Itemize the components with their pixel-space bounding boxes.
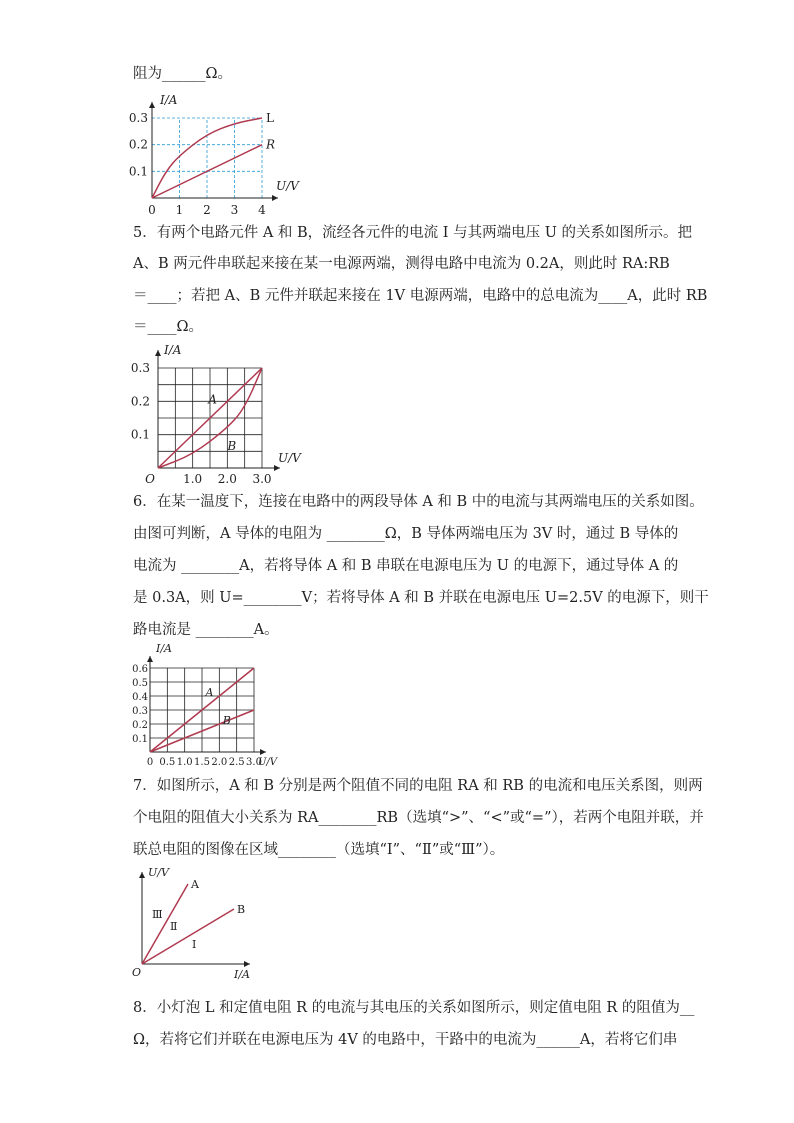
chart-conductors-ab	[128, 640, 298, 770]
y-tick-label: 0.3	[132, 706, 148, 717]
x-axis-label: U/V	[258, 757, 278, 768]
x-tick-label: 3	[230, 203, 239, 217]
x-tick-label: 1.0	[183, 472, 203, 486]
x-tick-label: 0.5	[159, 757, 176, 768]
x-tick-label: 3.0	[246, 757, 262, 768]
y-tick-label: 0.2	[132, 720, 148, 731]
origin-label: O	[132, 966, 142, 979]
series-label-B: B	[237, 903, 246, 916]
y-tick-label: 0.5	[132, 678, 148, 689]
q7-line-2: 个电阻的阻值大小关系为 RA________RB（选填“>”、“<”或“=”），若两个电阻并联，并	[133, 810, 704, 826]
q6-line-2: 由图可判断，A 导体的电阻为 ________Ω，B 导体两端电压为 3V 时，通过 B 导体的	[133, 526, 679, 542]
series-label-R: R	[266, 137, 276, 152]
x-tick-label: O	[145, 472, 155, 486]
q8-line-1: 8．小灯泡 L 和定值电阻 R 的电流与其电压的关系如图所示，则定值电阻 R 的阻值为__	[133, 1000, 695, 1016]
region-label: Ⅱ	[170, 920, 178, 933]
x-axis-arrow	[260, 749, 266, 755]
x-tick-label: 1.5	[194, 757, 210, 768]
series-label-B: B	[227, 439, 237, 453]
y-axis-label: I/A	[164, 343, 182, 357]
x-tick-label: 1.0	[176, 757, 193, 768]
y-tick-label: 0.6	[132, 664, 148, 675]
x-tick-label: 2.5	[228, 757, 245, 768]
y-axis-arrow	[147, 656, 153, 662]
y-axis-label: I/A	[156, 642, 172, 655]
chart-resistors-ui	[128, 864, 268, 984]
x-tick-label: 0	[146, 757, 154, 768]
y-tick-label: 0.4	[132, 692, 148, 703]
x-tick-label: 2	[203, 203, 211, 217]
x-tick-label: 0	[148, 203, 156, 217]
x-tick-label: 2.0	[211, 757, 228, 768]
y-axis-label: I/A	[160, 93, 178, 107]
x-axis-arrow	[274, 465, 280, 471]
x-tick-label: 3.0	[252, 472, 272, 486]
chart1-grid	[152, 118, 262, 198]
series-label-B: B	[222, 714, 231, 727]
y-tick-label: 0.1	[132, 734, 148, 745]
y-axis-label: U/V	[148, 866, 169, 879]
q4-tail: 阻为______Ω。	[133, 66, 233, 82]
region-label: Ⅲ	[152, 908, 163, 921]
x-tick-label: 1	[175, 203, 184, 217]
x-axis-arrow	[272, 195, 278, 201]
x-axis-label: U/V	[278, 451, 301, 465]
y-tick-label: 0.3	[130, 361, 150, 375]
x-axis-arrow	[244, 961, 250, 967]
y-axis-arrow	[155, 350, 161, 356]
q6-line-4: 是 0.3A，则 U=________V；若将导体 A 和 B 并联在电源电压 U=2.5V 的电源下，则干	[133, 590, 709, 606]
q7-line-1: 7．如图所示，A 和 B 分别是两个阻值不同的电阻 RA 和 RB 的电流和电压关系图，则两	[133, 778, 703, 794]
q5-line-1: 5．有两个电路元件 A 和 B，流经各元件的电流 I 与其两端电压 U 的关系如图所示。把	[133, 225, 693, 241]
q6-line-3: 电流为 ________A，若将导体 A 和 B 串联在电源电压为 U 的电源下，通过导体 A 的	[133, 558, 679, 574]
series-label-L: L	[266, 111, 274, 125]
chart1-axes	[149, 102, 278, 201]
chart4-series	[142, 884, 234, 964]
chart2-labels	[131, 343, 302, 486]
chart-components-ab	[128, 340, 318, 488]
q6-line-5: 路电流是 ________A。	[133, 622, 279, 638]
q6-line-1: 6．在某一温度下，连接在电路中的两段导体 A 和 B 中的电流与其两端电压的关系如图。	[133, 494, 704, 510]
y-tick-label: 0.3	[128, 111, 148, 125]
y-axis-arrow	[139, 872, 145, 878]
q5-line-3: ＝____；若把 A、B 元件并联起来接在 1V 电源两端，电路中的总电流为____A，此时 RB	[133, 288, 708, 304]
series-label-A: A	[191, 878, 199, 891]
x-axis-label: I/A	[234, 968, 250, 981]
y-tick-label: 0.2	[130, 394, 150, 409]
q5-line-4: ＝____Ω。	[133, 319, 204, 335]
series-A	[142, 884, 188, 964]
x-tick-label: 2.0	[217, 472, 237, 486]
y-tick-label: 0.2	[128, 137, 148, 152]
q7-line-3: 联总电阻的图像在区域________（选填“I”、“Ⅱ”或“Ⅲ”）。	[133, 842, 505, 858]
series-label-A: A	[208, 392, 217, 407]
y-tick-label: 0.1	[130, 427, 150, 442]
region-label: I	[192, 938, 197, 951]
series-label-A: A	[205, 686, 214, 699]
y-axis-arrow	[149, 102, 155, 108]
x-tick-label: 4	[258, 203, 266, 217]
chart-lamp-resistor	[130, 92, 320, 220]
q5-line-2: A、B 两元件串联起来接在某一电源两端，测得电路中电流为 0.2A，则此时 RA:RB	[133, 256, 670, 272]
y-tick-label: 0.1	[128, 164, 148, 179]
x-axis-label: U/V	[276, 179, 299, 193]
q8-line-2: Ω，若将它们并联在电源电压为 4V 的电路中，干路中的电流为______A，若将它们串	[133, 1032, 678, 1048]
